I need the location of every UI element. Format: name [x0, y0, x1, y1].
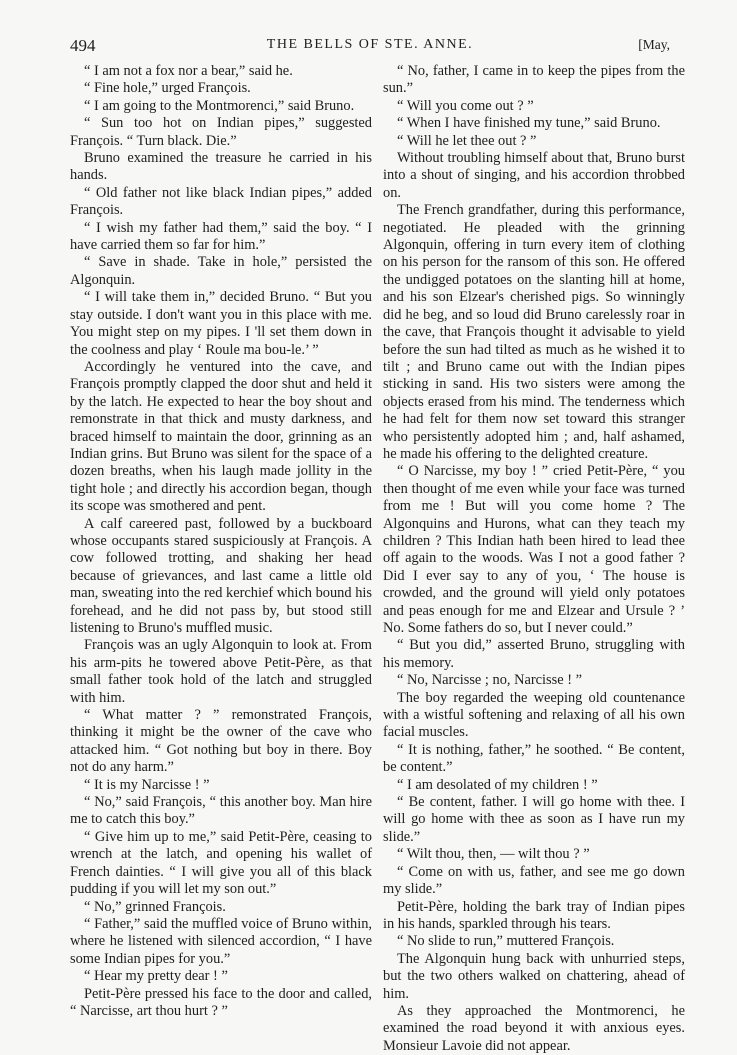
paragraph: François was an ugly Algonquin to look at. From his arm-pits he towered above Petit-Père, as that small father took hold of the latch and struggled with him.: [70, 637, 372, 706]
paragraph: Accordingly he ventured into the cave, and François promptly clapped the door shut and held it by the latch. He expected to hear the boy shout and remonstrate in that thick and musty darkness, and braced himself to maintain the door, grinning as an Indian grins. But Bruno was silent for the space of a dozen breaths, when his laugh made jollity in the tight hole ; and directly his accordion began, though its scope was smothered and pent.: [70, 358, 372, 515]
paragraph: “ I will take them in,” decided Bruno. “ But you stay outside. I don't want you in this place with me. You might step on my pipes. I 'll set them down in the coolness and play ‘ Roule ma bou-le.’ ”: [70, 289, 372, 358]
paragraph: “ When I have finished my tune,” said Bruno.: [397, 115, 661, 132]
paragraph: “ Give him up to me,” said Petit-Père, ceasing to wrench at the latch, and opening his wallet of French dainties. “ I will give you all of this black pudding if you will let my son out.”: [70, 828, 372, 898]
paragraph: “ Sun too hot on Indian pipes,” suggested François. “ Turn black. Die.”: [70, 115, 372, 149]
paragraph: “ Save in shade. Take in hole,” persisted the Algonquin.: [70, 254, 372, 288]
paragraph: “ Hear my pretty dear ! ”: [84, 968, 228, 985]
paragraph: “ I am not a fox nor a bear,” said he.: [84, 63, 293, 79]
paragraph: “ No,” said François, “ this another boy. Man hire me to catch this boy.”: [70, 794, 372, 828]
paragraph: “ O Narcisse, my boy ! ” cried Petit-Père, “ you then thought of me even while your face was turned from me ! But will you come home ? The Algonquins and Hurons, what can they teach my children ? This Indian hath been hired to lead thee off again to the woods. Was I not a good father ? Did I ever say to any of you, ‘ The house is crowded, and the ground will yield only potatoes and peas enough for me and Elzear and Ursule ? ’ No. Some fathers do so, but I never could.”: [383, 463, 685, 636]
paragraph: The French grandfather, during this performance, negotiated. He pleaded with the grinning Algonquin, offering in turn every item of clothing on his person for the ransom of this son. He offered the undigged potatoes on the slanting hill at home, and his son Elzear's cherished pigs. So winningly did he beg, and so loud did Bruno carelessly roar in the cave, that François thought it advisable to yield before the sun had tilted as much as he wished it to tilt ; and Bruno came out with the Indian pipes sticking in sand. His two sisters were among the objects erased from his mind. The tenderness which he had felt for them now set toward this stranger who persistently adopted him ; and, half ashamed, he made his offering to the delighted creature.: [383, 202, 685, 462]
paragraph: “ No, father, I came in to keep the pipes from the sun.”: [383, 63, 685, 97]
paragraph: “ It is my Narcisse ! ”: [84, 776, 210, 793]
paragraph: “ Old father not like black Indian pipes,” added François.: [70, 184, 372, 219]
paragraph: Bruno examined the treasure he carried in his hands.: [70, 150, 372, 184]
paragraph: “ Come on with us, father, and see me go down my slide.”: [383, 863, 685, 898]
paragraph: “ I am desolated of my children ! ”: [397, 776, 598, 793]
paragraph: “ Wilt thou, then, — wilt thou ? ”: [397, 846, 590, 863]
paragraph: “ No, Narcisse ; no, Narcisse ! ”: [397, 672, 583, 689]
issue-month: [May,: [638, 37, 670, 52]
paragraph: A calf careered past, followed by a buckboard whose occupants stared suspiciously at François. A cow followed trotting, and shaking her head because of grievances, and last came a little old man, sweating into the red kerchief which bound his forehead, and he did not pass by, but stood still listening to Bruno's muffled music.: [70, 515, 372, 636]
paragraph: “ Will you come out ? ”: [397, 97, 534, 114]
running-title: THE BELLS OF STE. ANNE.: [266, 37, 474, 52]
paragraph: “ I am going to the Montmorenci,” said Bruno.: [84, 97, 355, 114]
paragraph: “ Be content, father. I will go home with thee. I will go home with thee as soon as I have run my slide.”: [383, 794, 685, 845]
paragraph: Petit-Père pressed his face to the door and called, “ Narcisse, art thou hurt ? ”: [70, 985, 372, 1019]
paragraph: The Algonquin hung back with unhurried steps, but the two others walked on chattering, ahead of him.: [383, 950, 685, 1002]
page-number: 494: [70, 36, 96, 55]
paragraph: “ But you did,” asserted Bruno, struggling with his memory.: [383, 637, 685, 671]
paragraph: “ No slide to run,” muttered François.: [397, 933, 615, 950]
paragraph: As they approached the Montmorenci, he examined the road beyond it with anxious eyes. Monsieur Lavoie did not appear.: [383, 1002, 685, 1054]
paragraph: “ No,” grinned François.: [84, 898, 226, 915]
paragraph: “ It is nothing, father,” he soothed. “ Be content, be content.”: [383, 741, 685, 776]
paragraph: “ I wish my father had them,” said the boy. “ I have carried them so far for him.”: [70, 219, 372, 254]
paragraph: “ Fine hole,” urged François.: [84, 80, 251, 97]
paragraph: Petit-Père, holding the bark tray of Indian pipes in his hands, sparkled through his tears.: [383, 898, 685, 932]
paragraph: Without troubling himself about that, Bruno burst into a shout of singing, and his accordion throbbed on.: [383, 150, 685, 201]
paragraph: “ Will he let thee out ? ”: [397, 132, 537, 149]
paragraph: “ Father,” said the muffled voice of Bruno within, where he listened with silenced accordion, “ I have some Indian pipes for you.”: [70, 915, 372, 967]
paragraph: “ What matter ? ” remonstrated François, thinking it might be the owner of the cave who attacked him. “ Got nothing but boy in there. Boy not do any harm.”: [70, 707, 372, 776]
paragraph: The boy regarded the weeping old countenance with a wistful softening and relaxing of all his own facial muscles.: [383, 689, 685, 741]
left-text-column: [70, 63, 372, 1020]
running-header: [70, 36, 670, 56]
right-text-column: [383, 63, 685, 1055]
